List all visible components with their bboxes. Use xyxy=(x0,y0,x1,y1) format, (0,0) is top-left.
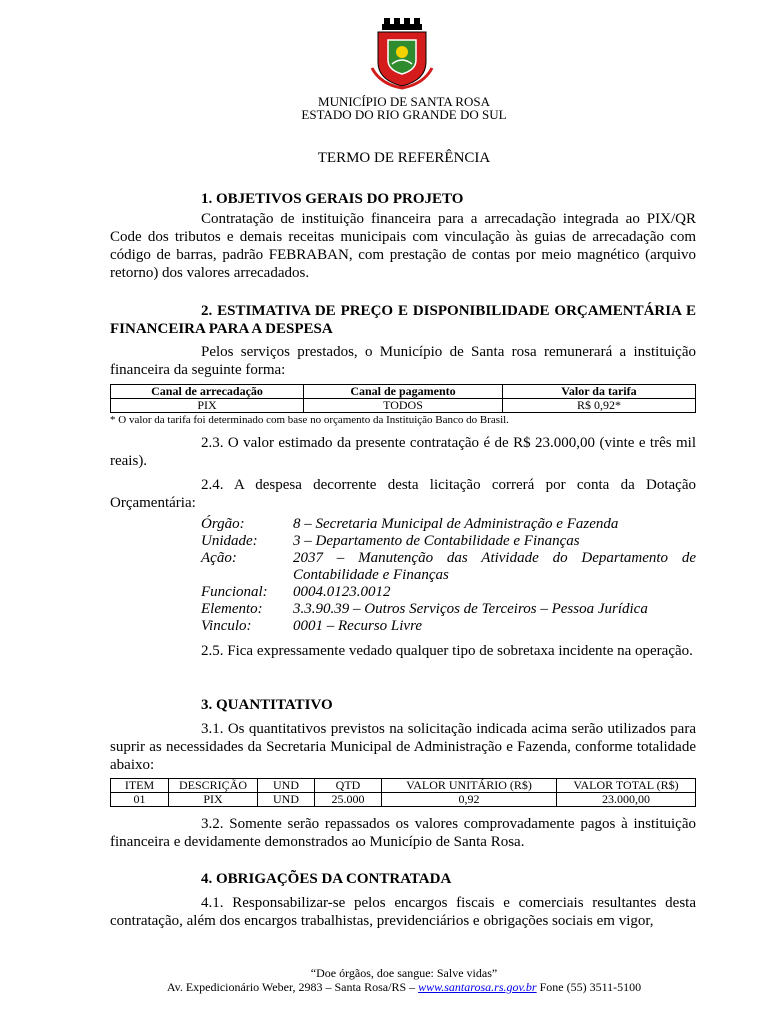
quantity-table-cell: 01 xyxy=(111,793,169,807)
paragraph-3-1: 3.1. Os quantitativos previstos na solicitação indicada acima serão utilizados para suprir as necessidades da Secretaria Municipal de Administração e Fazenda, conforme totalidade abaixo: xyxy=(110,721,696,773)
budget-value: 3.3.90.39 – Outros Serviços de Terceiros – Pessoa Jurídica xyxy=(293,601,648,617)
budget-row xyxy=(201,601,696,618)
paragraph-4-1: 4.1. Responsabilizar-se pelos encargos fiscais e comerciais resultantes desta contratação, além dos encargos trabalhistas, previdenciários e obrigações sociais em vigor, xyxy=(110,895,696,929)
footer-slogan: “Doe órgãos, doe sangue: Salve vidas” xyxy=(310,966,498,980)
footer-phone: Fone (55) 3511-5100 xyxy=(539,980,642,994)
document-title: TERMO DE REFERÊNCIA xyxy=(317,150,491,166)
paragraph-2-5: 2.5. Fica expressamente vedado qualquer tipo de sobretaxa incidente na operação. xyxy=(201,643,693,659)
fee-table-cell: TODOS xyxy=(304,399,503,413)
fee-table-header: Valor da tarifa xyxy=(502,385,695,399)
section2-heading: 2. ESTIMATIVA DE PREÇO E DISPONIBILIDADE ORÇAMENTÁRIA E FINANCEIRA PARA A DESPESA xyxy=(110,303,696,337)
budget-label: Unidade: xyxy=(201,533,258,549)
quantity-table-header: UND xyxy=(258,779,315,793)
quantity-table-header: DESCRIÇÃO xyxy=(169,779,258,793)
quantity-table-cell: 25.000 xyxy=(315,793,382,807)
quantity-table-header: VALOR UNITÁRIO (R$) xyxy=(382,779,557,793)
quantity-table-cell: PIX xyxy=(169,793,258,807)
quantity-table-header: ITEM xyxy=(111,779,169,793)
paragraph-3-2: 3.2. Somente serão repassados os valores comprovadamente pagos à instituição financeira e devidamente demonstrados ao Município de Santa Rosa. xyxy=(110,816,696,850)
budget-row xyxy=(201,550,696,584)
section4-heading: 4. OBRIGAÇÕES DA CONTRATADA xyxy=(201,871,452,887)
budget-row xyxy=(201,618,696,635)
budget-value: 2037 – Manutenção das Atividade do Departamento de Contabilidade e Finanças xyxy=(293,550,696,583)
section3-heading: 3. QUANTITATIVO xyxy=(201,697,333,713)
municipal-crest-icon xyxy=(370,18,434,90)
quantity-table xyxy=(110,778,696,807)
budget-label: Elemento: xyxy=(201,601,263,617)
budget-label: Órgão: xyxy=(201,516,245,532)
section1-heading: 1. OBJETIVOS GERAIS DO PROJETO xyxy=(201,191,464,207)
budget-row xyxy=(201,533,696,550)
quantity-table-cell: 23.000,00 xyxy=(557,793,696,807)
budget-label: Ação: xyxy=(201,550,237,566)
quantity-table-header: QTD xyxy=(315,779,382,793)
budget-value: 0001 – Recurso Livre xyxy=(293,618,423,634)
table-row xyxy=(111,793,696,807)
footer-website-link[interactable]: www.santarosa.rs.gov.br xyxy=(418,980,537,994)
budget-row xyxy=(201,516,696,533)
quantity-table-cell: 0,92 xyxy=(382,793,557,807)
fee-table-header: Canal de pagamento xyxy=(304,385,503,399)
header-municipality: MUNICÍPIO DE SANTA ROSA xyxy=(318,94,490,109)
section1-text: Contratação de instituição financeira para a arrecadação integrada ao PIX/QR Code dos tributos e demais receitas municipais com vinculação às guias de arrecadação com código de barras, padrão FEBRABAN, com prestação de contas por meio magnético (arquivo retorno) dos valores arrecadados. xyxy=(110,211,696,281)
table-row xyxy=(111,399,696,413)
budget-value: 0004.0123.0012 xyxy=(293,584,391,600)
budget-row xyxy=(201,584,696,601)
footer-contact xyxy=(0,980,768,994)
fee-table-cell: PIX xyxy=(111,399,304,413)
fee-table xyxy=(110,384,696,413)
footer-address: Av. Expedicionário Weber, 2983 – Santa Rosa/RS – xyxy=(166,980,416,994)
fee-note: * O valor da tarifa foi determinado com base no orçamento da Instituição Banco do Brasil. xyxy=(110,414,509,426)
budget-value: 8 – Secretaria Municipal de Administração e Fazenda xyxy=(293,516,619,532)
budget-allocation xyxy=(201,516,696,635)
quantity-table-header: VALOR TOTAL (R$) xyxy=(557,779,696,793)
budget-label: Funcional: xyxy=(201,584,268,600)
fee-table-cell: R$ 0,92* xyxy=(502,399,695,413)
paragraph-2-3: 2.3. O valor estimado da presente contratação é de R$ 23.000,00 (vinte e três mil reais). xyxy=(110,435,696,469)
budget-label: Vinculo: xyxy=(201,618,252,634)
header-state: ESTADO DO RIO GRANDE DO SUL xyxy=(301,107,507,122)
fee-table-header: Canal de arrecadação xyxy=(111,385,304,399)
paragraph-2-4: 2.4. A despesa decorrente desta licitação correrá por conta da Dotação Orçamentária: xyxy=(110,477,696,511)
budget-value: 3 – Departamento de Contabilidade e Finanças xyxy=(293,533,580,549)
section2-intro: Pelos serviços prestados, o Município de Santa rosa remunerará a instituição financeira da seguinte forma: xyxy=(110,344,696,378)
quantity-table-cell: UND xyxy=(258,793,315,807)
